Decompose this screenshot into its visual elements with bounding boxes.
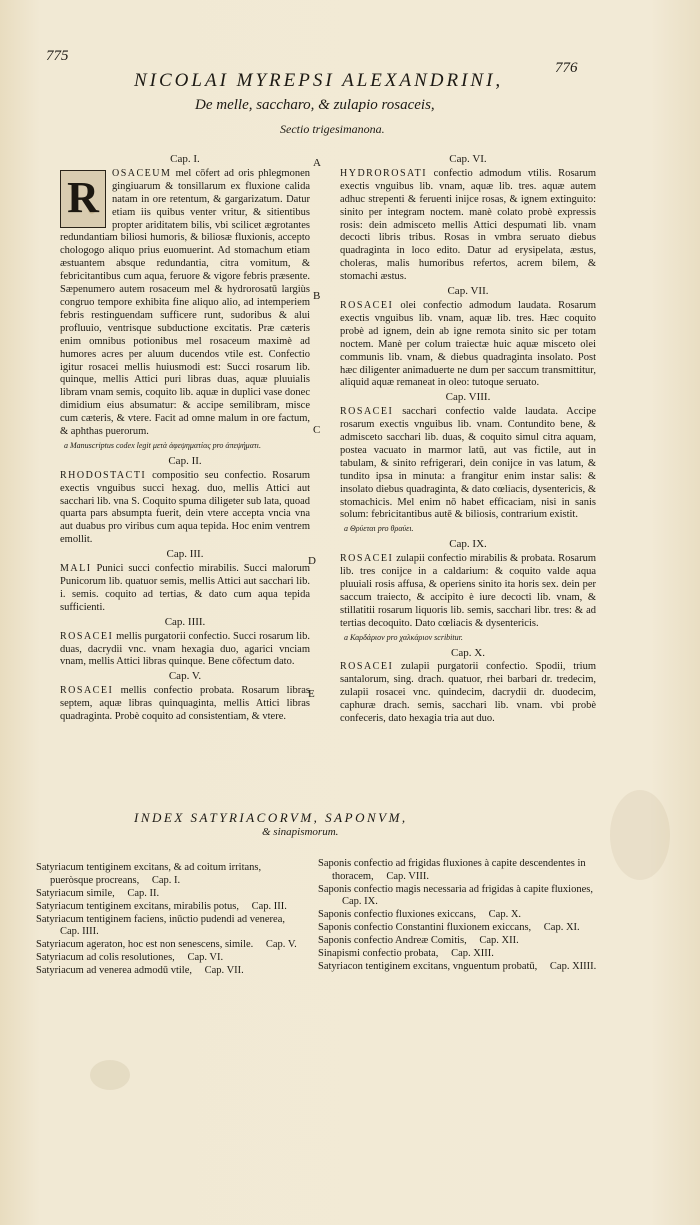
chapter-text [60,685,310,724]
index-entry-text: Saponis confectio Constantini fluxionem exiccans, [318,922,532,933]
lead-word: ROSACEI [340,299,394,311]
index-entry-chapter: Cap. VIII. [386,870,429,882]
chapter-2 [60,455,310,547]
index-entry-text: Satyriacum simile, [36,887,115,899]
paragraph: sacchari confectio valde laudata. Accipe rosarum exectis vnguibus lib. vnam. Contundito bene, & admisceto sacchari lib. duas, & coquito simul citra aquam, postea vacuato in marmor latū, aut vas fictile, aut in tabulam, & sinito refrigerari, dein conijce in vas latum, & tundito ipsa in minuta: a frangitur enim instar salis: & insolato diebus quadraginta, & dato cœliacis, dysentericis, & stomachicis. Mel enim nō habet efficaciam, nisi in sanis solum: febricitantibus autē & biliosis, contrarium existit. [340,406,596,521]
chapter-text [340,553,596,630]
index-title: INDEX SATYRIACORVM, SAPONVM, [134,810,408,825]
chapter-text [340,406,596,522]
footnote: a Manuscriptus codex legit μετὰ ἀφεψηματίας pro ἀπεψήματι. [64,440,261,450]
index-entry-text: Satyriacum ad colis resolutiones, [36,952,175,963]
index-entry [36,914,306,939]
index-entry [318,948,610,961]
chapter-text [60,563,310,615]
index-entry-text: Satyriacon tentiginem excitans, vnguentum probatū, [318,961,538,972]
paper-stain [610,790,670,880]
paper-stain [90,1060,130,1090]
lead-word: RHODOSTACTI [60,469,147,481]
index-entry [318,858,610,883]
footnote: a Καρδάριον pro χαλκάριον scribitur. [344,632,463,642]
lead-word: ROSACEI [60,685,114,697]
chapter-text [60,470,310,547]
index-entry [318,909,610,922]
index-entry [318,935,610,948]
paragraph: compositio seu confectio. Rosarum exectis vnguibus succi hexag. duo, mellis Attici aut sacchari lib. vna S. Coquito spuma diligeter sub lata, quoad quarta pars absumpta fuerit, dein vtere accepta vncia vna aut duabus pro viribus cum aqua tepida. Hoc enim ventrem emollit. [60,469,311,546]
chapter-6 [340,153,596,284]
index-entry [36,952,306,965]
index-entry [318,961,610,974]
index-entry-chapter: Cap. II. [127,887,160,899]
index-entry-chapter: Cap. XI. [543,922,580,933]
chapter-4 [60,616,310,670]
chapter-heading: Cap. I. [170,153,200,165]
index-entry-chapter: Cap. III. [251,900,287,912]
lead-word: ROSACEI [340,406,394,418]
index-entry-chapter: Cap. IIII. [60,926,99,937]
paragraph: zulapii confectio mirabilis & probata. Rosarum lib. tres conijce in a caldarium: & coquito valde aqua pluuiali rosis affusa, & operiens sinito ita horis sex. dein per saccum traiecto, & accipito è iure decocti lib. vnam, & stillatitii rosarum liquoris lib. semis, sacchari libr. tres: & ad tertias decoquito. Dato cœliacis & dysentericis. [340,553,597,629]
index-entry-chapter: Cap. X. [488,909,522,920]
index-entry-text: Satyriacum ad venerea admodū vtile, [36,965,192,976]
chapter-heading: Cap. VIII. [445,391,491,404]
chapter-text [340,661,596,726]
index-entry-chapter: Cap. IX. [342,896,378,907]
chapter-7 [340,285,596,390]
section-label: Sectio trigesimanona. [280,122,385,136]
margin-letter-a: A [313,157,321,169]
lead-word: ROSACEI [340,553,394,565]
margin-letter-e: E [308,688,315,700]
index-entry-chapter: Cap. V. [265,939,297,950]
margin-letter-d: D [308,555,316,567]
paragraph: mellis confectio probata. Rosarum libras septem, aquæ libras quinquaginta, mellis Attici libras quadraginta. Probè coquito ad consistentiam, & vtere. [60,685,310,723]
chapter-heading: Cap. II. [168,454,202,467]
index-entry-text: Saponis confectio magis necessaria ad frigidas à capite fluxiones, [318,883,593,895]
chapter-text [340,168,596,284]
left-column [60,152,310,725]
index-entry [36,901,306,914]
index-entry-chapter: Cap. I. [151,874,181,886]
chapter-10 [340,647,596,726]
chapter-heading: Cap. V. [168,670,202,683]
index-entry-chapter: Cap. XII. [479,935,519,946]
index-entry [318,922,610,935]
paragraph: confectio admodum vtilis. Rosarum exectis vnguibus lib. vnam, aquæ lib. tres. aquæ autem adhuc strepenti & feruenti inijce rosas, & ignem extinguito: sinito per integram noctem. manè colato probè expressis rosis: dein admisceto mellis Attici despumati lib. vnam decocti libris tribus. Rosas in vmbra seruato diebus quadraginta in loco edito. Datur ad erysipelata, æstus, choleras, malis humoribus refertos, acrem bilem, & stomachi æstus. [340,167,597,283]
index-entry-text: Satyriacum tentiginem faciens, inūctio pudendi ad venerea, [36,913,285,925]
index-entry [36,862,306,887]
lead-word: MALI [60,563,92,575]
index-entry-chapter: Cap. XIII. [451,948,494,959]
margin-letter-b: B [313,290,321,302]
margin-letter-c: C [313,424,321,436]
index-entry-text: Saponis confectio Andreæ Comitis, [318,935,467,946]
chapter-5 [60,670,310,724]
right-column [340,152,596,727]
paragraph: zulapii purgatorii confectio. Spodii, trium santalorum, sing. drach. quatuor, rhei barbari dr. tredecim, zulapii rosacei vnc. quindecim, dacrydii dr. duodecim, caphuræ drach. semis, sacchari lib. vnam. vbi probè confeceris, dato hexagia tria aut duo. [340,661,596,725]
paragraph: olei confectio admodum laudata. Rosarum exectis vnguibus lib. vnam, aquæ lib. tres. Hæc coquito probè ad ignem, dein ab igne remota sinito sic per totam noctem. Manè per colum traiectæ huic aquæ misceto olei communis lib. vnam, & diebus quadraginta insolato. Post hæc diligenter animaduerte ne dum per saccum transmittitur, aliquid aquæ remaneat in oleo: tutoque seruato. [340,299,596,389]
index-entry [36,965,306,978]
chapter-1 [60,153,310,453]
lead-word: ROSACEI [340,661,394,673]
chapter-3 [60,548,310,615]
ornamental-initial: R [60,170,106,228]
index-entry-chapter: Cap. VII. [204,965,244,976]
index-entry-text: Satyriacum tentiginem excitans, mirabilis potus, [36,900,239,912]
chapter-text [340,300,596,390]
running-title: NICOLAI MYREPSI ALEXANDRINI, [134,70,504,91]
index-entry-chapter: Cap. VI. [187,952,224,963]
index-entry-chapter: Cap. XIIII. [549,961,597,972]
chapter-heading: Cap. III. [166,548,204,561]
chapter-text [60,631,310,670]
chapter-heading: Cap. VI. [449,153,487,165]
page-number-left: 775 [46,48,69,64]
index-entry-text: Saponis confectio ad frigidas fluxiones à capite descendentes in thoracem, [318,858,586,882]
index-entry-text: Saponis confectio fluxiones exiccans, [318,909,477,920]
index-entry [36,888,306,901]
index-entry [318,884,610,909]
chapter-heading: Cap. VII. [447,285,489,298]
chapter-heading: Cap. X. [451,646,485,659]
chapter-subtitle: De melle, saccharo, & zulapio rosaceis, [195,97,435,113]
index-subtitle: & sinapismorum. [262,826,339,838]
footnote: a Θρύεται pro θραύει. [344,524,414,534]
lead-word: ROSACEI [60,630,114,642]
paragraph: Punici succi confectio mirabilis. Succi malorum Punicorum lib. quatuor semis, mellis Attici aut sacchari lib. i. semis. coquito ad tertias, & dato cum aqua tepida sufficienti. [60,563,310,613]
index-entry [36,939,306,952]
index-entry-text: Sinapismi confectio probata, [318,948,439,959]
index-right-column [318,858,610,974]
lead-word: HYDROROSATI [340,167,428,179]
page-number-right: 776 [555,60,578,76]
paragraph: mellis purgatorii confectio. Succi rosarum lib. duas, dacrydii vnc. vnam hexagia duo, agarici vnciam vnam, mellis Attici libras quinque. Bene cōfectum dato. [60,630,310,668]
index-entry-text: Satyriacum ageraton, hoc est non senescens, simile. [36,939,254,950]
paragraph: mel cōfert ad oris phlegmonen gingiuarum & tonsillarum ex fluxione calida natam in ore retentum, & gargarizatum. Datur etiam iis quibus venter vritur, & sitientibus propter ariditatem bilis, vbi scilicet ægrotantes redundantiam biliosi humoris, & biliosæ fluxionis, accepto chologogo aliquo prius euomuerint. Ad stomachum etiam æstuantem absque redundantia, citra vomitum, & febricitantibus cum aqua, feruore & vigore febris præsente. Sæpenumero autem rosaceum mel & hydrorosatū largiùs congruo tempore exhibita fine aliquo alio, ad intemperiem febris restinguendam sufficere runt, sudoribus & alui profluuio, ventrisque subductione excitatis. Præ cæteris enim omnibus potionibus mel rosaceum maximè ad humores acres per aluum ducendos vtile est. Confectio igitur rosacei mellis huiusmodi est: Succi rosarum lib. quinque, mellis Attici puri libras duas, aquæ pluuialis libram vnam semis, coquito lib. aquæ in duplici vase donec dimidium eius absumatur: & accipe semilibram, misce cum cæteris, & vtere. Facit ad omne malum in ore factum, & aphthas puerorum. [60,167,311,438]
chapter-heading: Cap. IIII. [164,615,206,628]
chapter-8 [340,391,596,536]
index-left-column [36,862,306,978]
chapter-9 [340,538,596,644]
chapter-heading: Cap. IX. [449,538,487,551]
index-entry-text: Satyriacum tentiginem excitans, & ad coitum irritans, pueròsque procreans, [36,862,262,886]
lead-word: OSACEUM [112,167,172,179]
